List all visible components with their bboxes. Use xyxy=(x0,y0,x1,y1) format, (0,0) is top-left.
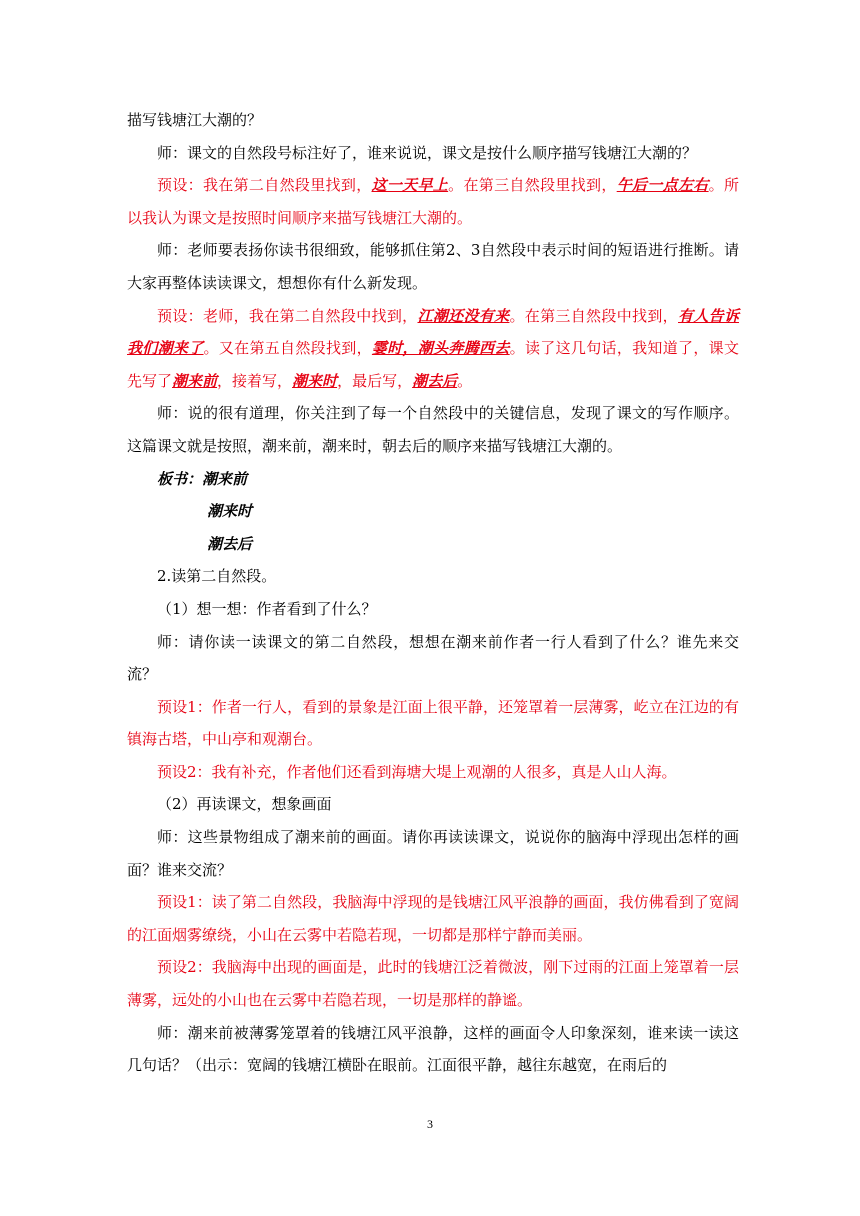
sub-heading: （2）再读课文，想象画面 xyxy=(157,795,332,814)
key-phrase: 潮来前 xyxy=(172,371,218,390)
preset-answer-time-order xyxy=(127,169,739,234)
teacher-read-aloud: 师：潮来前被薄雾笼罩着的钱塘江风平浪静，这样的画面令人印象深刻，谁来读一读这几句话？（出示：宽阔的钱塘江横卧在眼前。江面很平静，越往东越宽，在雨后的 xyxy=(127,1023,739,1075)
preset-text: 预设：老师，我在第二自然段中找到， xyxy=(157,306,418,325)
teacher-question-imagine: 师：这些景物组成了潮来前的画面。请你再读读课文，说说你的脑海中浮现出怎样的画面？谁来交流？ xyxy=(127,828,739,879)
key-phrase: 江潮还没有来 xyxy=(417,306,510,325)
key-phrase: 霎时，潮头奔腾西去 xyxy=(371,339,510,358)
page-content xyxy=(127,104,739,1082)
page-number: 3 xyxy=(427,1117,433,1131)
preset-answer-2: 预设2：我有补充，作者他们还看到海塘大堤上观潮的人很多，真是人山人海。 xyxy=(157,762,677,781)
key-phrase: 潮去后 xyxy=(412,371,458,390)
teacher-summary: 师：说的很有道理，你关注到了每一个自然段中的关键信息，发现了课文的写作顺序。这篇课文就是按照，潮来前，潮来时，朝去后的顺序来描写钱塘江大潮的。 xyxy=(127,404,739,455)
preset-text: 。读了这几句话，我知道了，课文先写了 xyxy=(127,339,739,390)
teacher-question-what-seen: 师：请你读一读课文的第二自然段，想想在潮来前作者一行人看到了什么？谁先来交流？ xyxy=(127,632,739,684)
preset-text: ，接着写， xyxy=(217,371,293,390)
preset-answer-2: 预设2：我脑海中出现的画面是，此时的钱塘江泛着微波，刚下过雨的江面上笼罩着一层薄雾，远处的小山也在云雾中若隐若现，一切是那样的静谧。 xyxy=(127,958,739,1010)
preset-answer-new-discovery xyxy=(127,300,739,398)
preset-text: 。在第三自然段中找到， xyxy=(509,306,678,325)
preset-text: 。所以我认为课文是按照时间顺序来描写钱塘江大潮的。 xyxy=(127,176,739,227)
key-phrase: 有人告诉我们潮来了 xyxy=(127,306,739,358)
teacher-question-order: 师：课文的自然段号标注好了，谁来说说，课文是按什么顺序描写钱塘江大潮的？ xyxy=(157,143,698,162)
sub-heading: （1）想一想：作者看到了什么？ xyxy=(157,599,377,618)
section-heading: 2.读第二自然段。 xyxy=(157,567,277,586)
key-phrase: 这一天早上 xyxy=(371,176,449,195)
key-phrase: 午后一点左右 xyxy=(616,176,709,195)
preset-text: 。又在第五自然段找到， xyxy=(203,339,372,358)
board-label: 板书： xyxy=(157,469,203,488)
key-phrase: 潮来时 xyxy=(292,371,338,390)
teacher-praise: 师：老师要表扬你读书很细致，能够抓住第2、3自然段中表示时间的短语进行推断。请大家再整体读读课文，想想你有什么新发现。 xyxy=(127,241,739,292)
preset-text: 。在第三自然段里找到， xyxy=(448,176,617,195)
preset-text: 预设：我在第二自然段里找到， xyxy=(157,176,372,195)
preset-text: ，最后写， xyxy=(337,371,413,390)
board-writing-line-3: 潮去后 xyxy=(207,534,253,553)
board-item: 潮来前 xyxy=(202,469,248,488)
preset-answer-1: 预设1：读了第二自然段，我脑海中浮现的是钱塘江风平浪静的画面，我仿佛看到了宽阔的江面烟雾缭绕，小山在云雾中若隐若现，一切都是那样宁静而美丽。 xyxy=(127,893,739,944)
preset-answer-1: 预设1：作者一行人，看到的景象是江面上很平静，还笼罩着一层薄雾，屹立在江边的有镇海古塔，中山亭和观潮台。 xyxy=(127,697,739,749)
preset-text: 。 xyxy=(457,371,473,390)
board-writing-line-2: 潮来时 xyxy=(207,502,253,521)
board-writing-line-1 xyxy=(127,463,739,496)
paragraph-continuation: 描写钱塘江大潮的？ xyxy=(127,111,263,129)
